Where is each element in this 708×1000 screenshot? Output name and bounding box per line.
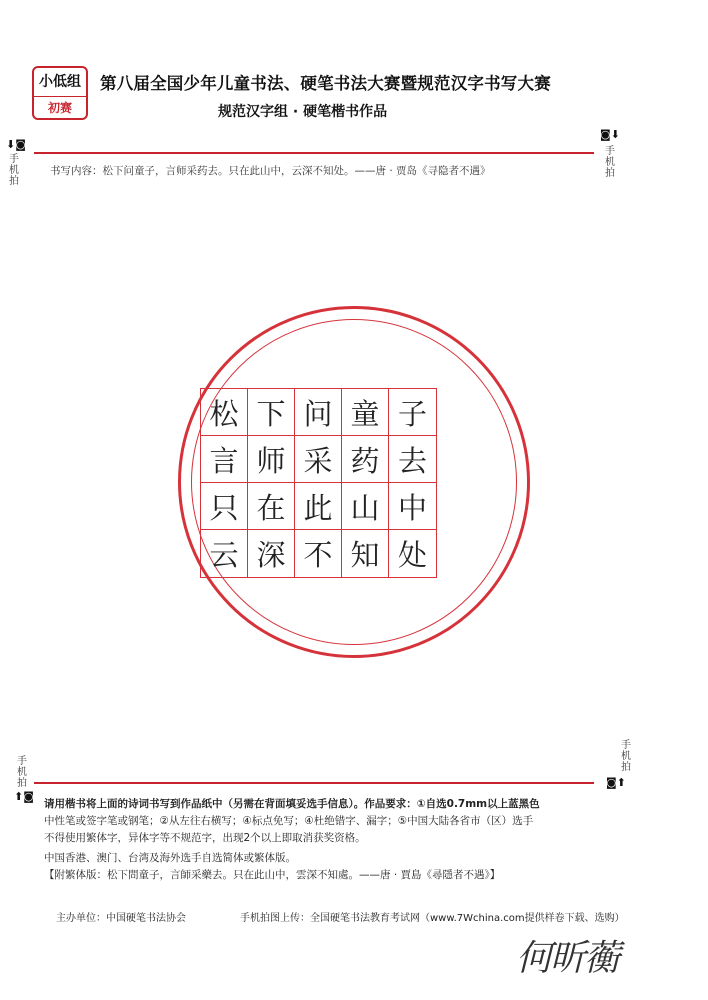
writing-content: 书写内容：松下问童子，言师采药去。只在此山中，云深不知处。——唐 · 贾岛《寻隐者不遇》 (50, 165, 491, 177)
grid-cell: 深 (248, 530, 295, 577)
phone-shoot-label-bottom-right: 手机拍 (621, 740, 631, 773)
organizer-text: 主办单位：中国硬笔书法协会 (56, 913, 186, 924)
handwritten-signature: 何昕蘅 (516, 938, 619, 979)
grid-cell: 知 (342, 530, 389, 577)
grid-cell: 子 (389, 389, 436, 436)
grid-cell: 药 (342, 436, 389, 483)
arrow-camera-icon: ⬇◙ (6, 138, 26, 151)
grid-cell: 此 (295, 483, 342, 530)
grid-cell: 中 (389, 483, 436, 530)
grid-cell: 山 (342, 483, 389, 530)
camera-arrow-icon: ◙⬇ (600, 128, 620, 141)
instruction-line: 请用楷书将上面的诗词书写到作品纸中（另需在背面填妥选手信息）。作品要求：①自选0.7mm以上蓝黑色 (44, 798, 540, 810)
grid-cell: 采 (295, 436, 342, 483)
instruction-line: 不得使用繁体字，异体字等不规范字，出现2个以上即取消获奖资格。 (44, 832, 366, 844)
grid-cell: 松 (201, 389, 248, 436)
grid-cell: 只 (201, 483, 248, 530)
instruction-line: 中国香港、澳门、台湾及海外选手自选简体或繁体版。 (44, 852, 296, 864)
grid-cell: 问 (295, 389, 342, 436)
character-grid (200, 388, 437, 578)
grid-cell: 师 (248, 436, 295, 483)
arrow-camera-icon: ⬆◙ (14, 790, 34, 803)
top-divider (34, 152, 594, 154)
badge-group-label: 小低组 (34, 68, 86, 97)
upload-text: 手机拍图上传：全国硬笔书法教育考试网（www.7Wchina.com提供样卷下载、选购） (240, 913, 625, 924)
phone-shoot-label-top-left: 手机拍 (9, 154, 19, 187)
instruction-line: 中性笔或签字笔或钢笔；②从左往右横写；④标点免写；④杜绝错字、漏字；⑤中国大陆各省市（区）选手 (44, 815, 534, 827)
grid-cell: 不 (295, 530, 342, 577)
grid-cell: 言 (201, 436, 248, 483)
instruction-line: 【附繁体版：松下問童子，言師采藥去。只在此山中，雲深不知處。——唐 · 賈島《尋隱者不遇》】 (44, 869, 501, 881)
grid-cell: 在 (248, 483, 295, 530)
badge-round-label: 初赛 (47, 101, 72, 115)
phone-shoot-label-bottom-left: 手机拍 (17, 756, 27, 789)
grid-cell: 童 (342, 389, 389, 436)
bottom-divider (34, 782, 594, 784)
phone-shoot-label-top-right: 手机拍 (605, 146, 615, 179)
page-subtitle: 规范汉字组 · 硬笔楷书作品 (218, 104, 388, 120)
grid-cell: 下 (248, 389, 295, 436)
page-title: 第八届全国少年儿童书法、硬笔书法大赛暨规范汉字书写大赛 (100, 74, 551, 93)
grid-cell: 去 (389, 436, 436, 483)
group-badge (32, 66, 88, 120)
camera-arrow-icon: ◙⬆ (606, 776, 626, 789)
grid-cell: 处 (397, 538, 427, 572)
grid-cell: 云 (201, 530, 248, 577)
